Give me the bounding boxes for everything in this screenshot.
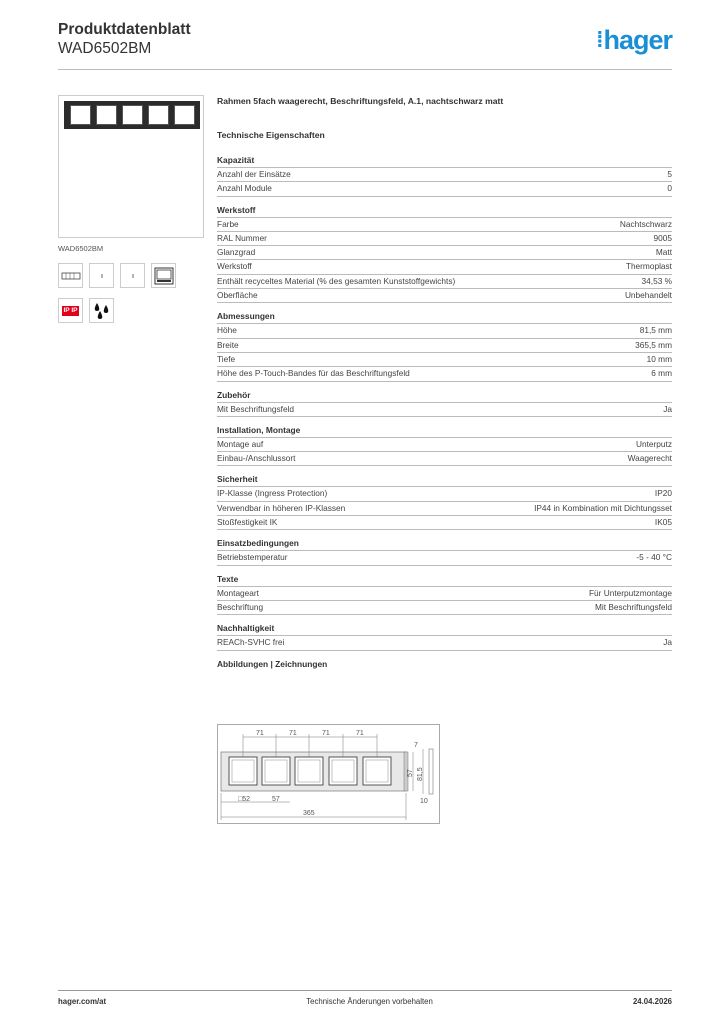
property-row — [217, 403, 672, 417]
footer-notice: Technische Änderungen vorbehalten — [306, 997, 433, 1006]
property-label: Montage auf — [217, 438, 264, 449]
group-heading: Einsatzbedingungen — [217, 538, 672, 551]
property-row — [217, 516, 672, 530]
property-label: Beschriftung — [217, 601, 264, 612]
property-row — [217, 182, 672, 196]
single-line-icon-2 — [120, 263, 145, 288]
property-label: Breite — [217, 339, 239, 350]
property-label: Betriebstemperatur — [217, 552, 288, 563]
property-value: Thermoplast — [625, 261, 672, 272]
property-value: IP20 — [654, 488, 672, 499]
feature-icons — [58, 263, 204, 288]
property-value: 6 mm — [651, 368, 672, 379]
property-group — [217, 311, 672, 381]
dim-365: 365 — [303, 810, 315, 817]
logo-text: hager — [603, 25, 672, 55]
property-row — [217, 502, 672, 516]
protection-icons — [58, 298, 204, 323]
image-caption: WAD6502BM — [58, 244, 104, 253]
property-row — [217, 353, 672, 367]
property-row — [217, 367, 672, 381]
property-value: 10 mm — [646, 353, 672, 364]
property-row — [217, 246, 672, 260]
property-row — [217, 452, 672, 466]
logo-dots-icon: ⁞ — [596, 27, 603, 52]
page-footer — [58, 990, 672, 1006]
property-label: Verwendbar in höheren IP-Klassen — [217, 502, 346, 513]
group-heading: Kapazität — [217, 155, 672, 168]
property-row — [217, 260, 672, 274]
property-value: Für Unterputzmontage — [588, 587, 672, 598]
property-value: Unterputz — [636, 438, 672, 449]
property-value: Nachtschwarz — [619, 218, 672, 229]
property-group — [217, 425, 672, 467]
property-group — [217, 474, 672, 530]
group-heading: Nachhaltigkeit — [217, 623, 672, 636]
property-row — [217, 339, 672, 353]
property-value: 81,5 mm — [639, 325, 672, 336]
property-label: RAL Nummer — [217, 232, 267, 243]
property-group — [217, 155, 672, 197]
property-label: REACh-SVHC frei — [217, 637, 285, 648]
water-drops-icon — [89, 298, 114, 323]
single-line-icon — [89, 263, 114, 288]
property-row — [217, 168, 672, 182]
property-label: Tiefe — [217, 353, 236, 364]
property-value: Matt — [655, 247, 672, 258]
property-value: -5 - 40 °C — [636, 552, 672, 563]
property-row — [217, 601, 672, 615]
property-value: 365,5 mm — [635, 339, 672, 350]
label-field-icon — [151, 263, 176, 288]
property-label: Stoßfestigkeit IK — [217, 517, 278, 528]
frame-slot — [122, 105, 143, 125]
frame-slot — [96, 105, 117, 125]
property-group — [217, 538, 672, 565]
drawing-slots — [229, 757, 391, 785]
property-label: Farbe — [217, 218, 239, 229]
property-row — [217, 289, 672, 303]
property-row — [217, 487, 672, 501]
dim-71-1: 71 — [256, 730, 264, 737]
property-row — [217, 275, 672, 289]
page-header — [58, 20, 672, 70]
property-label: Enthält recyceltes Material (% des gesamten Kunststoffgewichts) — [217, 275, 456, 286]
property-value: Waagerecht — [627, 453, 672, 464]
group-heading: Zubehör — [217, 390, 672, 403]
group-heading: Installation, Montage — [217, 425, 672, 438]
tech-properties-title: Technische Eigenschaften — [217, 130, 325, 140]
product-code: WAD6502BM — [58, 40, 152, 57]
property-label: Werkstoff — [217, 261, 252, 272]
group-heading: Werkstoff — [217, 205, 672, 218]
frame-slot — [70, 105, 91, 125]
hager-logo — [596, 26, 672, 56]
property-value: 34,53 % — [641, 275, 672, 286]
dim-7: 7 — [414, 742, 418, 749]
dim-57-horizontal: 57 — [272, 796, 280, 803]
dim-57-vertical: 57 — [407, 769, 414, 777]
property-label: Anzahl der Einsätze — [217, 169, 291, 179]
footer-website: hager.com/at — [58, 997, 107, 1006]
page-title: Produktdatenblatt — [58, 21, 191, 38]
frame-slot — [174, 105, 195, 125]
property-group — [217, 205, 672, 304]
left-column — [58, 95, 204, 323]
ip-rating-icon — [58, 298, 83, 323]
group-heading: Texte — [217, 574, 672, 587]
property-value: 9005 — [653, 232, 672, 243]
property-group — [217, 623, 672, 650]
property-label: Oberfläche — [217, 290, 258, 301]
property-row — [217, 324, 672, 338]
module-strip-icon — [58, 263, 83, 288]
property-value: 0 — [667, 183, 672, 194]
property-row — [217, 218, 672, 232]
dim-10: 10 — [420, 798, 428, 805]
group-heading: Sicherheit — [217, 474, 672, 487]
technical-drawing — [217, 724, 440, 824]
property-row — [217, 232, 672, 246]
property-label: Anzahl Module — [217, 183, 272, 194]
property-label: Einbau-/Anschlussort — [217, 453, 296, 464]
property-row — [217, 551, 672, 565]
frame-slot — [148, 105, 169, 125]
dim-71-3: 71 — [322, 730, 330, 737]
frame-illustration — [64, 101, 200, 129]
property-label: Montageart — [217, 587, 259, 598]
property-label: Mit Beschriftungsfeld — [217, 403, 295, 414]
group-heading: Abmessungen — [217, 311, 672, 324]
property-group — [217, 390, 672, 417]
group-heading: Abbildungen | Zeichnungen — [217, 658, 328, 669]
dim-71-2: 71 — [289, 730, 297, 737]
property-row — [217, 636, 672, 650]
property-group — [217, 574, 672, 616]
property-value: Ja — [663, 403, 672, 414]
property-groups — [217, 155, 672, 671]
property-group — [217, 659, 672, 671]
ip-badge: IP IP — [63, 306, 78, 314]
product-description: Rahmen 5fach waagerecht, Beschriftungsfeld, A.1, nachtschwarz matt — [217, 96, 504, 106]
right-column — [217, 95, 672, 671]
property-value: Ja — [663, 637, 672, 648]
property-label: Höhe — [217, 325, 237, 336]
property-value: Unbehandelt — [624, 290, 672, 301]
property-value: 5 — [667, 169, 672, 179]
property-row — [217, 587, 672, 601]
property-value: IP44 in Kombination mit Dichtungsset — [534, 502, 672, 513]
property-label: Glanzgrad — [217, 247, 256, 258]
property-value: IK05 — [654, 517, 672, 528]
dim-71-4: 71 — [356, 730, 364, 737]
dim-52: □52 — [238, 796, 251, 803]
property-label: Höhe des P-Touch-Bandes für das Beschriftungsfeld — [217, 368, 410, 379]
footer-date: 24.04.2026 — [632, 997, 672, 1006]
property-label: IP-Klasse (Ingress Protection) — [217, 488, 328, 499]
property-row — [217, 438, 672, 452]
property-value: Mit Beschriftungsfeld — [594, 601, 672, 612]
dim-81-5: 81,5 — [417, 767, 424, 781]
product-image — [58, 95, 204, 238]
